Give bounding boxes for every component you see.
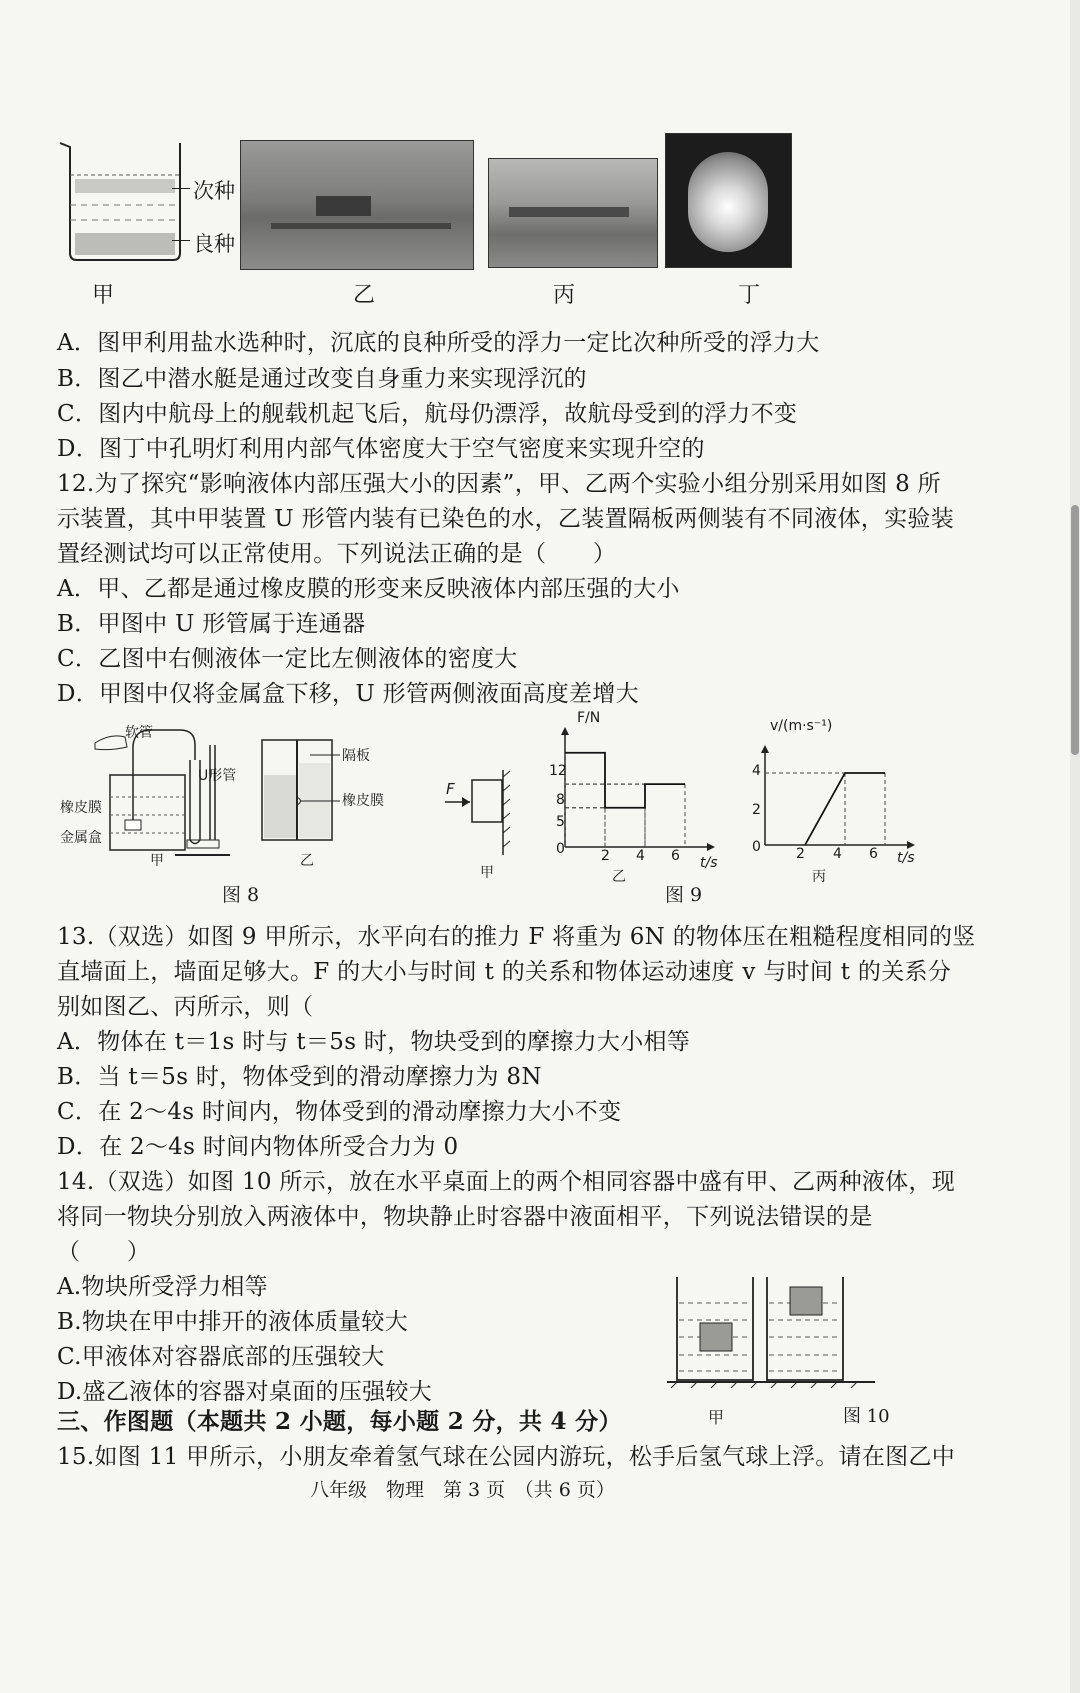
q11-option-b: B．图乙中潜水艇是通过改变自身重力来实现浮沉的 (57, 366, 587, 392)
fig8-sub-jia: 甲 (150, 853, 164, 869)
graph-c-xtick: 6 (869, 846, 878, 862)
graph-b-ytick: 8 (556, 792, 565, 808)
q12-option-b: B．甲图中 U 形管属于连通器 (57, 611, 366, 637)
q14-stem-2: 将同一物块分别放入两液体中，物块静止时容器中液面相平，下列说法错误的是 (57, 1204, 873, 1230)
graph-b-ytick: 12 (549, 763, 567, 779)
q12-option-a: A．甲、乙都是通过橡皮膜的形变来反映液体内部压强的大小 (57, 576, 680, 602)
fig10-caption: 图 10 (843, 1406, 890, 1427)
q11-option-a: A．图甲利用盐水选种时，沉底的良种所受的浮力一定比次种所受的浮力大 (57, 330, 820, 356)
q14-stem-3: （ ） (57, 1239, 151, 1265)
fig9-sub-bing: 丙 (812, 869, 826, 885)
fig9-sub-jia: 甲 (480, 865, 494, 881)
graph-b-xlabel: t/s (700, 855, 718, 871)
graph-c-xtick: 4 (833, 846, 842, 862)
q13-stem-3: 别如图乙、丙所示，则（ (57, 994, 314, 1020)
graph-b-xtick: 6 (671, 848, 680, 864)
graph-b-xtick: 4 (636, 848, 645, 864)
q15-stem: 15.如图 11 甲所示，小朋友牵着氢气球在公园内游玩，松手后氢气球上浮。请在图乙中 (57, 1444, 956, 1470)
scrollbar-thumb[interactable] (1071, 505, 1079, 755)
label-metal-box: 金属盒 (60, 830, 102, 846)
graph-c-ylabel: v/(m·s⁻¹) (770, 718, 833, 734)
two-containers-diagram (665, 1275, 885, 1390)
q12-option-c: C．乙图中右侧液体一定比左侧液体的密度大 (57, 646, 518, 672)
submarine-photo (240, 140, 474, 270)
x-axis-arrow (707, 843, 715, 851)
caption-bing: 丙 (553, 283, 576, 308)
fig9-sub-yi: 乙 (612, 869, 626, 885)
graph-b-xtick: 2 (601, 848, 610, 864)
label-membrane-2: 橡皮膜 (342, 793, 384, 809)
q14-option-d: D.盛乙液体的容器对桌面的压强较大 (57, 1379, 433, 1405)
q13-option-b: B．当 t＝5s 时，物体受到的滑动摩擦力为 8N (57, 1064, 542, 1090)
graph-c-xlabel: t/s (897, 850, 915, 866)
q12-stem-1: 12.为了探究“影响液体内部压强大小的因素”，甲、乙两个实验小组分别采用如图 8 所 (57, 471, 941, 497)
label-utube: U形管 (198, 768, 237, 784)
q12-stem-3: 置经测试均可以正常使用。下列说法正确的是（ ） (57, 541, 617, 567)
label-hose: 软管 (125, 725, 153, 741)
graph-c-ytick: 2 (752, 802, 761, 818)
q11-option-d: D．图丁中孔明灯利用内部气体密度大于空气密度来实现升空的 (57, 436, 705, 462)
fig9-caption: 图 9 (665, 884, 703, 906)
y-axis-arrow (561, 727, 569, 735)
label-liangzhong: 良种 (193, 232, 235, 256)
q14-option-b: B.物块在甲中排开的液体质量较大 (57, 1309, 409, 1335)
q12-option-d: D．甲图中仅将金属盒下移，U 形管两侧液面高度差增大 (57, 681, 639, 707)
scrollbar-track[interactable] (1070, 0, 1080, 1693)
q13-stem-1: 13.（双选）如图 9 甲所示，水平向右的推力 F 将重为 6N 的物体压在粗糙程度相同的竖 (57, 924, 976, 950)
q14-stem-1: 14.（双选）如图 10 所示，放在水平桌面上的两个相同容器中盛有甲、乙两种液体，现 (57, 1169, 956, 1195)
caption-ding: 丁 (738, 283, 761, 308)
q11-option-c: C．图内中航母上的舰载机起飞后，航母仍漂浮，故航母受到的浮力不变 (57, 401, 798, 427)
carrier-photo (488, 158, 658, 268)
fig8-caption: 图 8 (222, 884, 260, 906)
partition-container-diagram (260, 735, 350, 845)
graph-b-ytick: 0 (556, 841, 565, 857)
graph-c-ytick: 0 (752, 839, 761, 855)
label-partition: 隔板 (342, 748, 370, 764)
force-label: F (446, 780, 455, 798)
y-axis-arrow (761, 745, 769, 753)
page-footer: 八年级 物理 第 3 页 （共 6 页） (310, 1479, 615, 1501)
q14-option-a: A.物块所受浮力相等 (57, 1274, 268, 1300)
graph-c-ytick: 4 (752, 763, 761, 779)
caption-jia: 甲 (92, 283, 115, 308)
leader-line (172, 188, 190, 189)
fig10-sub: 甲 (708, 1408, 725, 1427)
fig8-sub-yi: 乙 (300, 853, 314, 869)
graph-b-ylabel: F/N (577, 710, 601, 726)
series-line (565, 753, 685, 808)
q14-option-c: C.甲液体对容器底部的压强较大 (57, 1344, 385, 1370)
section-3-heading: 三、作图题（本题共 2 小题，每小题 2 分，共 4 分） (57, 1408, 622, 1435)
q13-option-c: C．在 2～4s 时间内，物体受到的滑动摩擦力大小不变 (57, 1099, 622, 1125)
beaker-diagram (55, 135, 195, 270)
q13-option-a: A．物体在 t＝1s 时与 t＝5s 时，物块受到的摩擦力大小相等 (57, 1029, 691, 1055)
x-axis-arrow (907, 841, 915, 849)
q13-option-d: D．在 2～4s 时间内物体所受合力为 0 (57, 1134, 459, 1160)
graph-c-xtick: 2 (796, 846, 805, 862)
q13-stem-2: 直墙面上，墙面足够大。F 的大小与时间 t 的关系和物体运动速度 v 与时间 t 的关系分 (57, 959, 952, 985)
lantern-photo (665, 133, 792, 268)
graph-b-ytick: 5 (556, 814, 565, 830)
label-membrane: 橡皮膜 (60, 800, 102, 816)
caption-yi: 乙 (353, 283, 376, 308)
leader-line (172, 240, 190, 241)
label-cizhong: 次种 (193, 179, 235, 203)
q12-stem-2: 示装置，其中甲装置 U 形管内装有已染色的水，乙装置隔板两侧装有不同液体，实验装 (57, 506, 955, 532)
